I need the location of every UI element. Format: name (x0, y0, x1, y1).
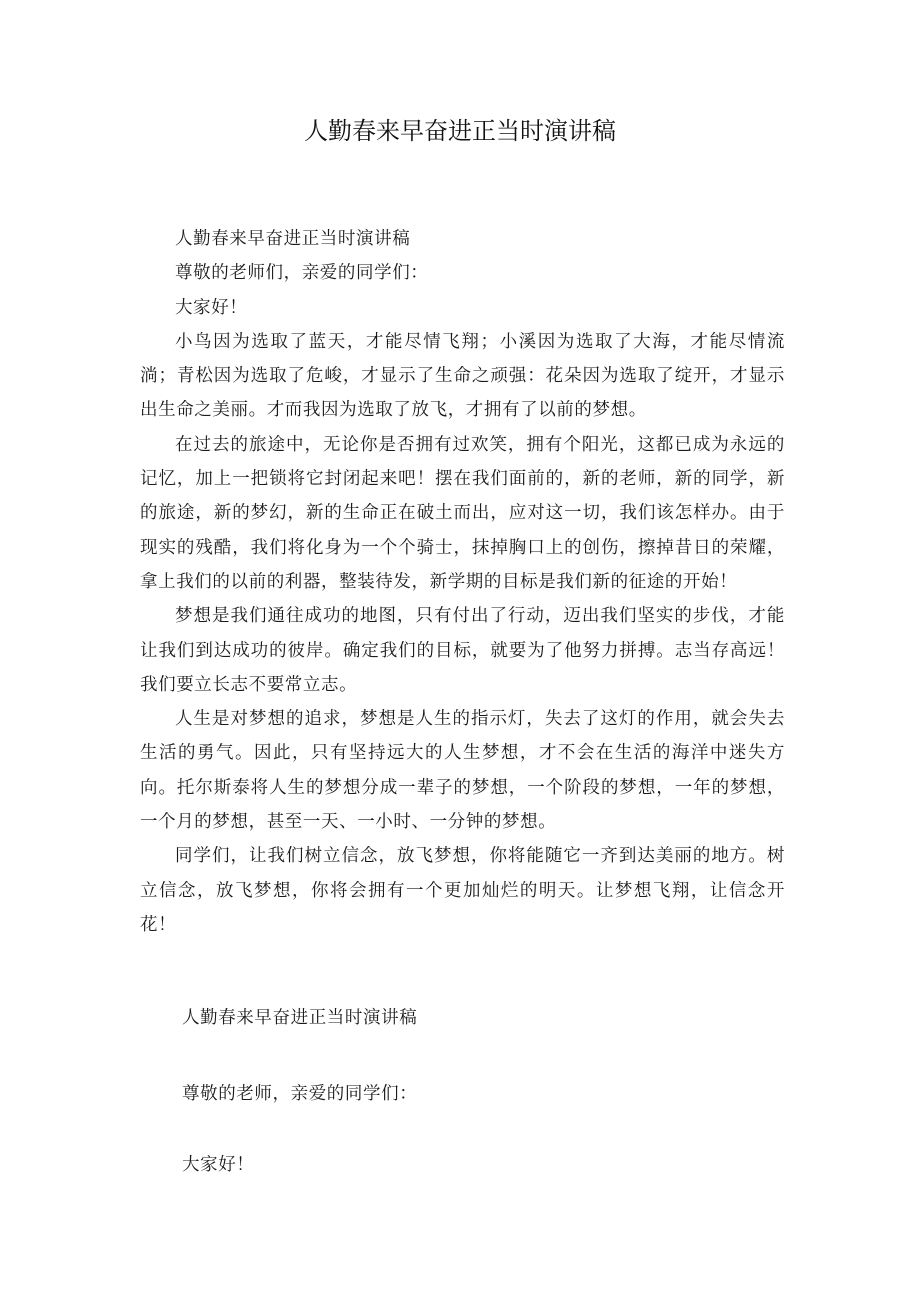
tail-greeting: 大家好！ (182, 1155, 255, 1175)
document-body (140, 222, 785, 942)
paragraph-heading: 人勤春来早奋进正当时演讲稿 (175, 229, 411, 249)
paragraph-body: 梦想是我们通往成功的地图，只有付出了行动，迈出我们坚实的步伐，才能让我们到达成功的彼岸。确定我们的目标，就要为了他努力拼搏。志当存高远！我们要立长志不要常立志。 (140, 606, 785, 695)
paragraph-body: 小鸟因为选取了蓝天，才能尽情飞翔；小溪因为选取了大海，才能尽情流淌；青松因为选取了危峻，才显示了生命之顽强：花朵因为选取了绽开，才显示出生命之美丽。才而我因为选取了放飞，才拥有了以前的梦想。 (140, 331, 785, 421)
paragraph-greeting: 大家好！ (175, 297, 248, 318)
tail-heading: 人勤春来早奋进正当时演讲稿 (182, 1008, 418, 1028)
paragraph-body: 在过去的旅途中，无论你是否拥有过欢笑，拥有个阳光，这都已成为永远的记忆，加上一把锁将它封闭起来吧！摆在我们面前的，新的老师，新的同学，新的旅途，新的梦幻，新的生命正在破土而出，应对这一切，我们该怎样办。由于现实的残酷，我们将化身为一个个骑士，抹掉胸口上的创伤，擦掉昔日的荣耀，拿上我们的以前的利器，整装待发，新学期的目标是我们新的征途的开始！ (140, 434, 785, 592)
tail-salutation: 尊敬的老师，亲爱的同学们： (182, 1084, 418, 1104)
document-title: 人勤春来早奋进正当时演讲稿 (304, 117, 616, 145)
paragraph-salutation: 尊敬的老师们，亲爱的同学们： (175, 263, 429, 284)
paragraph-body: 同学们，让我们树立信念，放飞梦想，你将能随它一齐到达美丽的地方。树立信念，放飞梦想，你将会拥有一个更加灿烂的明天。让梦想飞翔，让信念开花！ (140, 846, 785, 935)
paragraph-body: 人生是对梦想的追求，梦想是人生的指示灯，失去了这灯的作用，就会失去生活的勇气。因此，只有坚持远大的人生梦想，才不会在生活的海洋中迷失方向。托尔斯泰将人生的梦想分成一辈子的梦想，一个阶段的梦想，一年的梦想，一个月的梦想，甚至一天、一小时、一分钟的梦想。 (140, 709, 785, 833)
